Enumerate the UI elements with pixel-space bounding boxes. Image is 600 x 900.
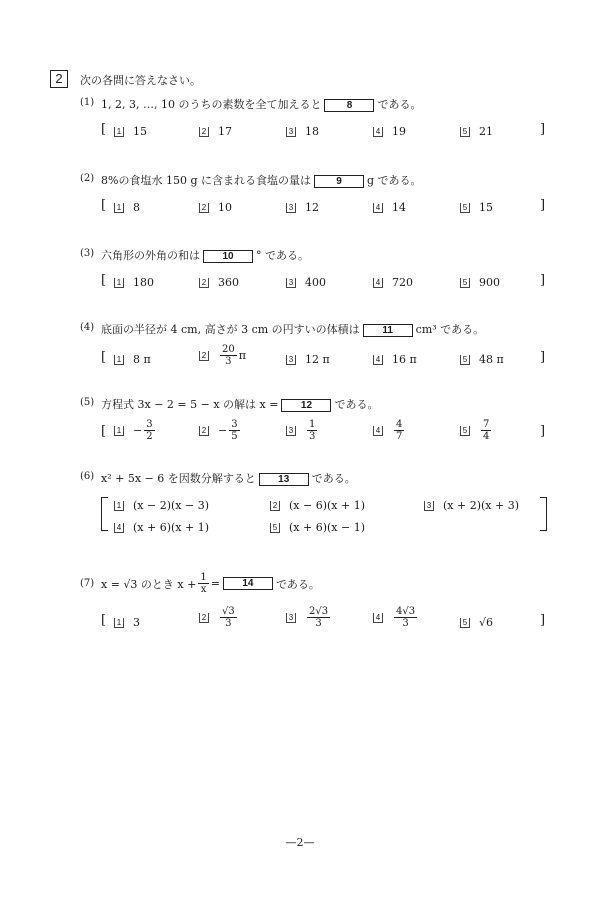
close-bracket: ] <box>540 122 546 137</box>
q7-number: (7) <box>80 578 95 589</box>
q3-option-1[interactable]: 1 180 <box>114 276 154 289</box>
q4-option-3[interactable]: 3 12 π <box>286 353 330 366</box>
q4-option-1[interactable]: 1 8 π <box>114 353 151 366</box>
q7-option-5[interactable]: 5 √6 <box>460 616 493 629</box>
q3-option-4[interactable]: 4 720 <box>373 276 413 289</box>
q6-option-1[interactable]: 1 (x − 2)(x − 3) <box>114 499 209 512</box>
fraction: $\frac{20}{3}$ <box>222 344 235 367</box>
q4-number: (4) <box>80 322 95 333</box>
section-number: 2 <box>50 70 68 88</box>
answer-box-12[interactable]: 12 <box>281 399 331 412</box>
q2-number: (2) <box>80 173 95 184</box>
q6-number: (6) <box>80 471 95 482</box>
open-bracket: [ <box>101 613 107 628</box>
q2-option-5[interactable]: 5 15 <box>460 201 493 214</box>
close-bracket-large <box>540 497 547 531</box>
q1-option-2[interactable]: 2 17 <box>199 125 232 138</box>
q6-text: x² + 5x − 6 を因数分解すると 13 である。 <box>101 472 356 485</box>
open-bracket: [ <box>101 350 107 365</box>
close-bracket: ] <box>540 424 546 439</box>
q3-option-5[interactable]: 5 900 <box>460 276 500 289</box>
close-bracket: ] <box>540 613 546 628</box>
q6-option-3[interactable]: 3 (x + 2)(x + 3) <box>424 499 519 512</box>
q7-option-3[interactable]: 3 $\frac{2√3}{3}$ <box>286 606 332 629</box>
q3-option-2[interactable]: 2 360 <box>199 276 239 289</box>
q2-option-4[interactable]: 4 14 <box>373 201 406 214</box>
q1-option-5[interactable]: 5 21 <box>460 125 493 138</box>
q6-option-2[interactable]: 2 (x − 6)(x + 1) <box>270 499 365 512</box>
open-bracket: [ <box>101 424 107 439</box>
answer-box-8[interactable]: 8 <box>324 99 374 112</box>
q7-option-4[interactable]: 4 $\frac{4√3}{3}$ <box>373 606 419 629</box>
q7-text: x = √3 のとき x + $\frac{1}{x}$ = 14 である。 <box>101 572 320 595</box>
q1-text: 1, 2, 3, …, 10 のうちの素数を全て加えると 8 である。 <box>101 98 422 111</box>
q5-option-4[interactable]: 4 $\frac{4}{7}$ <box>373 419 406 442</box>
q5-option-3[interactable]: 3 $\frac{1}{3}$ <box>286 419 319 442</box>
open-bracket-large <box>101 497 108 531</box>
q4-option-4[interactable]: 4 16 π <box>373 353 417 366</box>
q5-option-1[interactable]: 1 − $\frac{3}{2}$ <box>114 419 157 442</box>
q6-option-5[interactable]: 5 (x + 6)(x − 1) <box>270 521 365 534</box>
page-number: —2— <box>285 836 315 849</box>
q5-option-2[interactable]: 2 − $\frac{3}{5}$ <box>199 419 242 442</box>
q1-option-1[interactable]: 1 15 <box>114 125 147 138</box>
q5-text: 方程式 3x − 2 = 5 − x の解は x = 12 である。 <box>101 398 379 411</box>
q2-text: 8%の食塩水 150 g に含まれる食塩の量は 9 g である。 <box>101 174 422 187</box>
q6-option-4[interactable]: 4 (x + 6)(x + 1) <box>114 521 209 534</box>
answer-box-14[interactable]: 14 <box>223 577 273 590</box>
open-bracket: [ <box>101 198 107 213</box>
open-bracket: [ <box>101 122 107 137</box>
q1-option-4[interactable]: 4 19 <box>373 125 406 138</box>
q3-text: 六角形の外角の和は 10 ° である。 <box>101 249 309 262</box>
answer-box-9[interactable]: 9 <box>314 175 364 188</box>
q3-number: (3) <box>80 248 95 259</box>
answer-box-11[interactable]: 11 <box>363 324 413 337</box>
q5-number: (5) <box>80 397 95 408</box>
q2-option-1[interactable]: 1 8 <box>114 201 140 214</box>
open-bracket: [ <box>101 273 107 288</box>
q2-option-2[interactable]: 2 10 <box>199 201 232 214</box>
q1-number: (1) <box>80 97 95 108</box>
q4-text: 底面の半径が 4 cm, 高さが 3 cm の円すいの体積は 11 cm³ である。 <box>101 323 485 336</box>
q1-option-3[interactable]: 3 18 <box>286 125 319 138</box>
q5-option-5[interactable]: 5 $\frac{7}{4}$ <box>460 419 493 442</box>
q7-option-1[interactable]: 1 3 <box>114 616 140 629</box>
q2-option-3[interactable]: 3 12 <box>286 201 319 214</box>
q3-option-3[interactable]: 3 400 <box>286 276 326 289</box>
answer-box-10[interactable]: 10 <box>203 250 253 263</box>
close-bracket: ] <box>540 273 546 288</box>
close-bracket: ] <box>540 350 546 365</box>
q4-option-2[interactable]: 2 $\frac{20}{3}$ π <box>199 344 246 367</box>
instruction: 次の各問に答えなさい。 <box>80 74 201 87</box>
q7-option-2[interactable]: 2 $\frac{√3}{3}$ <box>199 606 239 629</box>
close-bracket: ] <box>540 198 546 213</box>
q4-option-5[interactable]: 5 48 π <box>460 353 504 366</box>
answer-box-13[interactable]: 13 <box>259 473 309 486</box>
